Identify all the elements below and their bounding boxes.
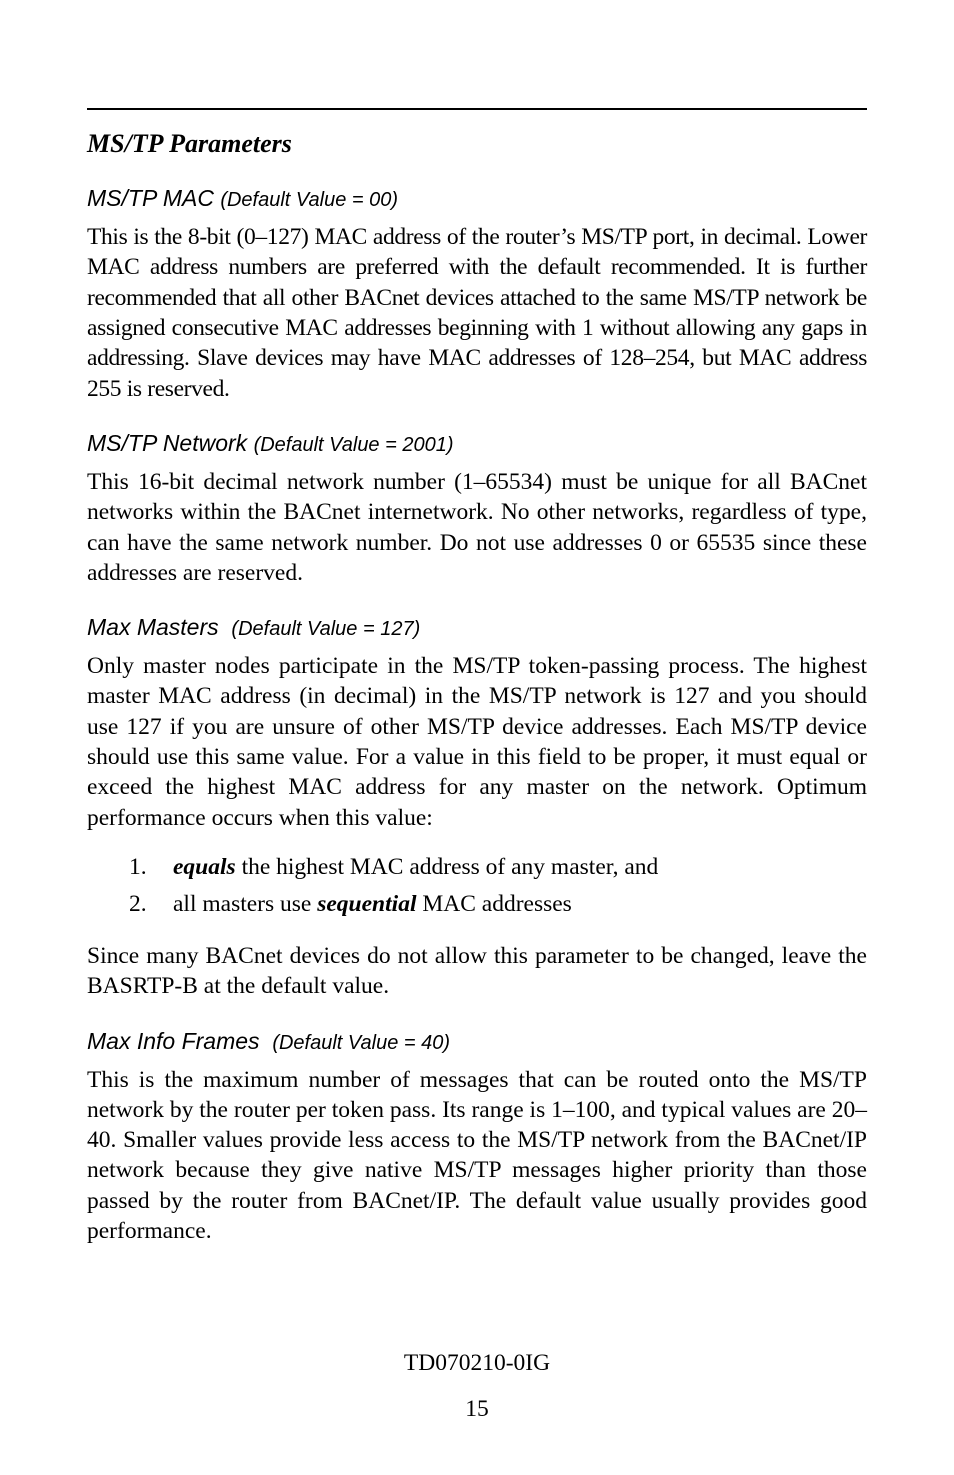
param-heading: [87, 185, 867, 212]
list-text: MAC addresses: [416, 890, 572, 917]
condition-list: [87, 849, 867, 923]
page-content: [87, 128, 867, 1272]
param-heading: [87, 430, 867, 457]
section-title: MS/TP Parameters: [87, 129, 292, 158]
param-default: (Default Value = 127): [231, 618, 421, 641]
header-rule: [87, 108, 867, 110]
page-number: 15: [465, 1396, 489, 1422]
param-ms-tp-mac: [87, 185, 867, 404]
param-default: (Default Value = 40): [272, 1031, 451, 1054]
param-ms-tp-network: [87, 430, 867, 588]
param-default: (Default Value = 2001): [253, 433, 454, 456]
param-description: This is the maximum number of messages that can be routed onto the MS/TP network by the router per token pass. Its range is 1–100, and typical values are 20–40. Smaller values provide less access to the MS/TP network from the BACnet/IP network because they give native MS/TP messages higher priority than those passed by the router from BACnet/IP. The default value usually provides good performance.: [87, 1066, 867, 1245]
param-name: Max Info Frames: [87, 1027, 260, 1054]
list-emphasis: equals: [173, 853, 236, 880]
list-item: [87, 886, 867, 923]
param-description: Only master nodes participate in the MS/TP token-passing process. The highest master MAC address (in decimal) in the MS/TP network is 127 and you should use 127 if you are unsure of other MS/TP device addresses. Each MS/TP device should use this same value. For a value in this field to be proper, it must equal or exceed the highest MAC address for any master on the network. Optimum performance occurs when this value:: [87, 653, 867, 831]
param-max-masters: [87, 614, 867, 1001]
param-name: Max Masters: [87, 614, 219, 641]
list-number: 1.: [129, 853, 147, 880]
list-item: [87, 849, 867, 886]
list-text: the highest MAC address of any master, and: [235, 853, 659, 880]
param-heading: [87, 1028, 867, 1055]
document-code: TD070210-0IG: [403, 1350, 551, 1376]
list-number: 2.: [129, 890, 147, 917]
param-description: This 16-bit decimal network number (1–65534) must be unique for all BACnet networks within the BACnet internetwork. No other networks, regardless of type, can have the same network number. Do not use addresses 0 or 65535 since these addresses are reserved.: [87, 468, 867, 586]
param-note: Since many BACnet devices do not allow this parameter to be changed, leave the BASRTP-B at the default value.: [87, 942, 867, 1000]
param-default: (Default Value = 00): [220, 189, 399, 212]
param-description: This is the 8-bit (0–127) MAC address of the router’s MS/TP port, in decimal. Lower MAC address numbers are preferred with the default recommended. It is further recommended that all other BACnet devices attached to the same MS/TP network be assigned consecutive MAC addresses beginning with 1 without allowing any gaps in addressing. Slave devices may have MAC addresses of 128–254, but MAC address 255 is reserved.: [87, 224, 867, 402]
param-name: MS/TP MAC: [87, 185, 214, 212]
param-name: MS/TP Network: [87, 429, 248, 456]
param-heading: [87, 614, 867, 641]
list-emphasis: sequential: [317, 890, 417, 917]
list-text: all masters use: [173, 890, 318, 917]
param-max-info-frames: [87, 1028, 867, 1247]
